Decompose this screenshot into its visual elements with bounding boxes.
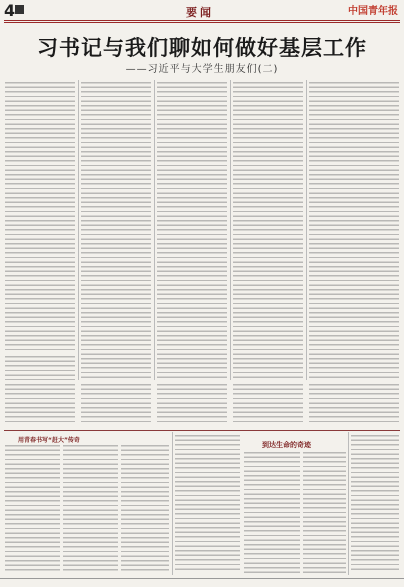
bottom-center-col-2 <box>303 452 346 573</box>
bottom-left-col-2 <box>63 445 118 573</box>
article-headline: 习书记与我们聊如何做好基层工作 <box>37 36 367 60</box>
column-rule <box>230 80 231 380</box>
body-column-8 <box>157 384 227 424</box>
column-rule <box>172 432 173 575</box>
body-column-3 <box>157 82 227 380</box>
bottom-left-title: 用青春书写“赶大”传奇 <box>18 437 80 444</box>
body-column-7 <box>81 384 151 424</box>
page-number: 4 <box>4 1 16 20</box>
page-footer <box>0 578 404 587</box>
bottom-center-title: 到达生命的奇迹 <box>262 441 311 449</box>
masthead <box>0 0 404 22</box>
bottom-center-col-1 <box>244 452 300 573</box>
body-column-6 <box>5 384 75 424</box>
bottom-left-col-4 <box>175 435 240 573</box>
section-title: 要闻 <box>186 6 214 19</box>
bottom-section-rule <box>4 430 400 431</box>
body-column-1a <box>5 82 75 352</box>
body-column-10 <box>309 384 399 424</box>
bottom-left-col-1 <box>5 445 60 573</box>
article-subheadline: ——习近平与大学生朋友们(二) <box>125 64 279 75</box>
body-column-4 <box>233 82 303 380</box>
bottom-left-col-3 <box>121 445 169 573</box>
body-column-1b <box>5 356 75 380</box>
column-rule <box>306 80 307 380</box>
column-rule <box>154 80 155 380</box>
column-rule <box>348 432 349 575</box>
masthead-rule-thin <box>4 22 400 23</box>
logo-icon <box>15 5 24 14</box>
body-column-2 <box>81 82 151 380</box>
body-column-5 <box>309 82 399 380</box>
column-rule <box>78 80 79 380</box>
newspaper-brand: 中国青年报 <box>348 6 398 17</box>
masthead-rule <box>4 20 400 21</box>
body-column-9 <box>233 384 303 424</box>
bottom-right-col <box>351 435 399 573</box>
